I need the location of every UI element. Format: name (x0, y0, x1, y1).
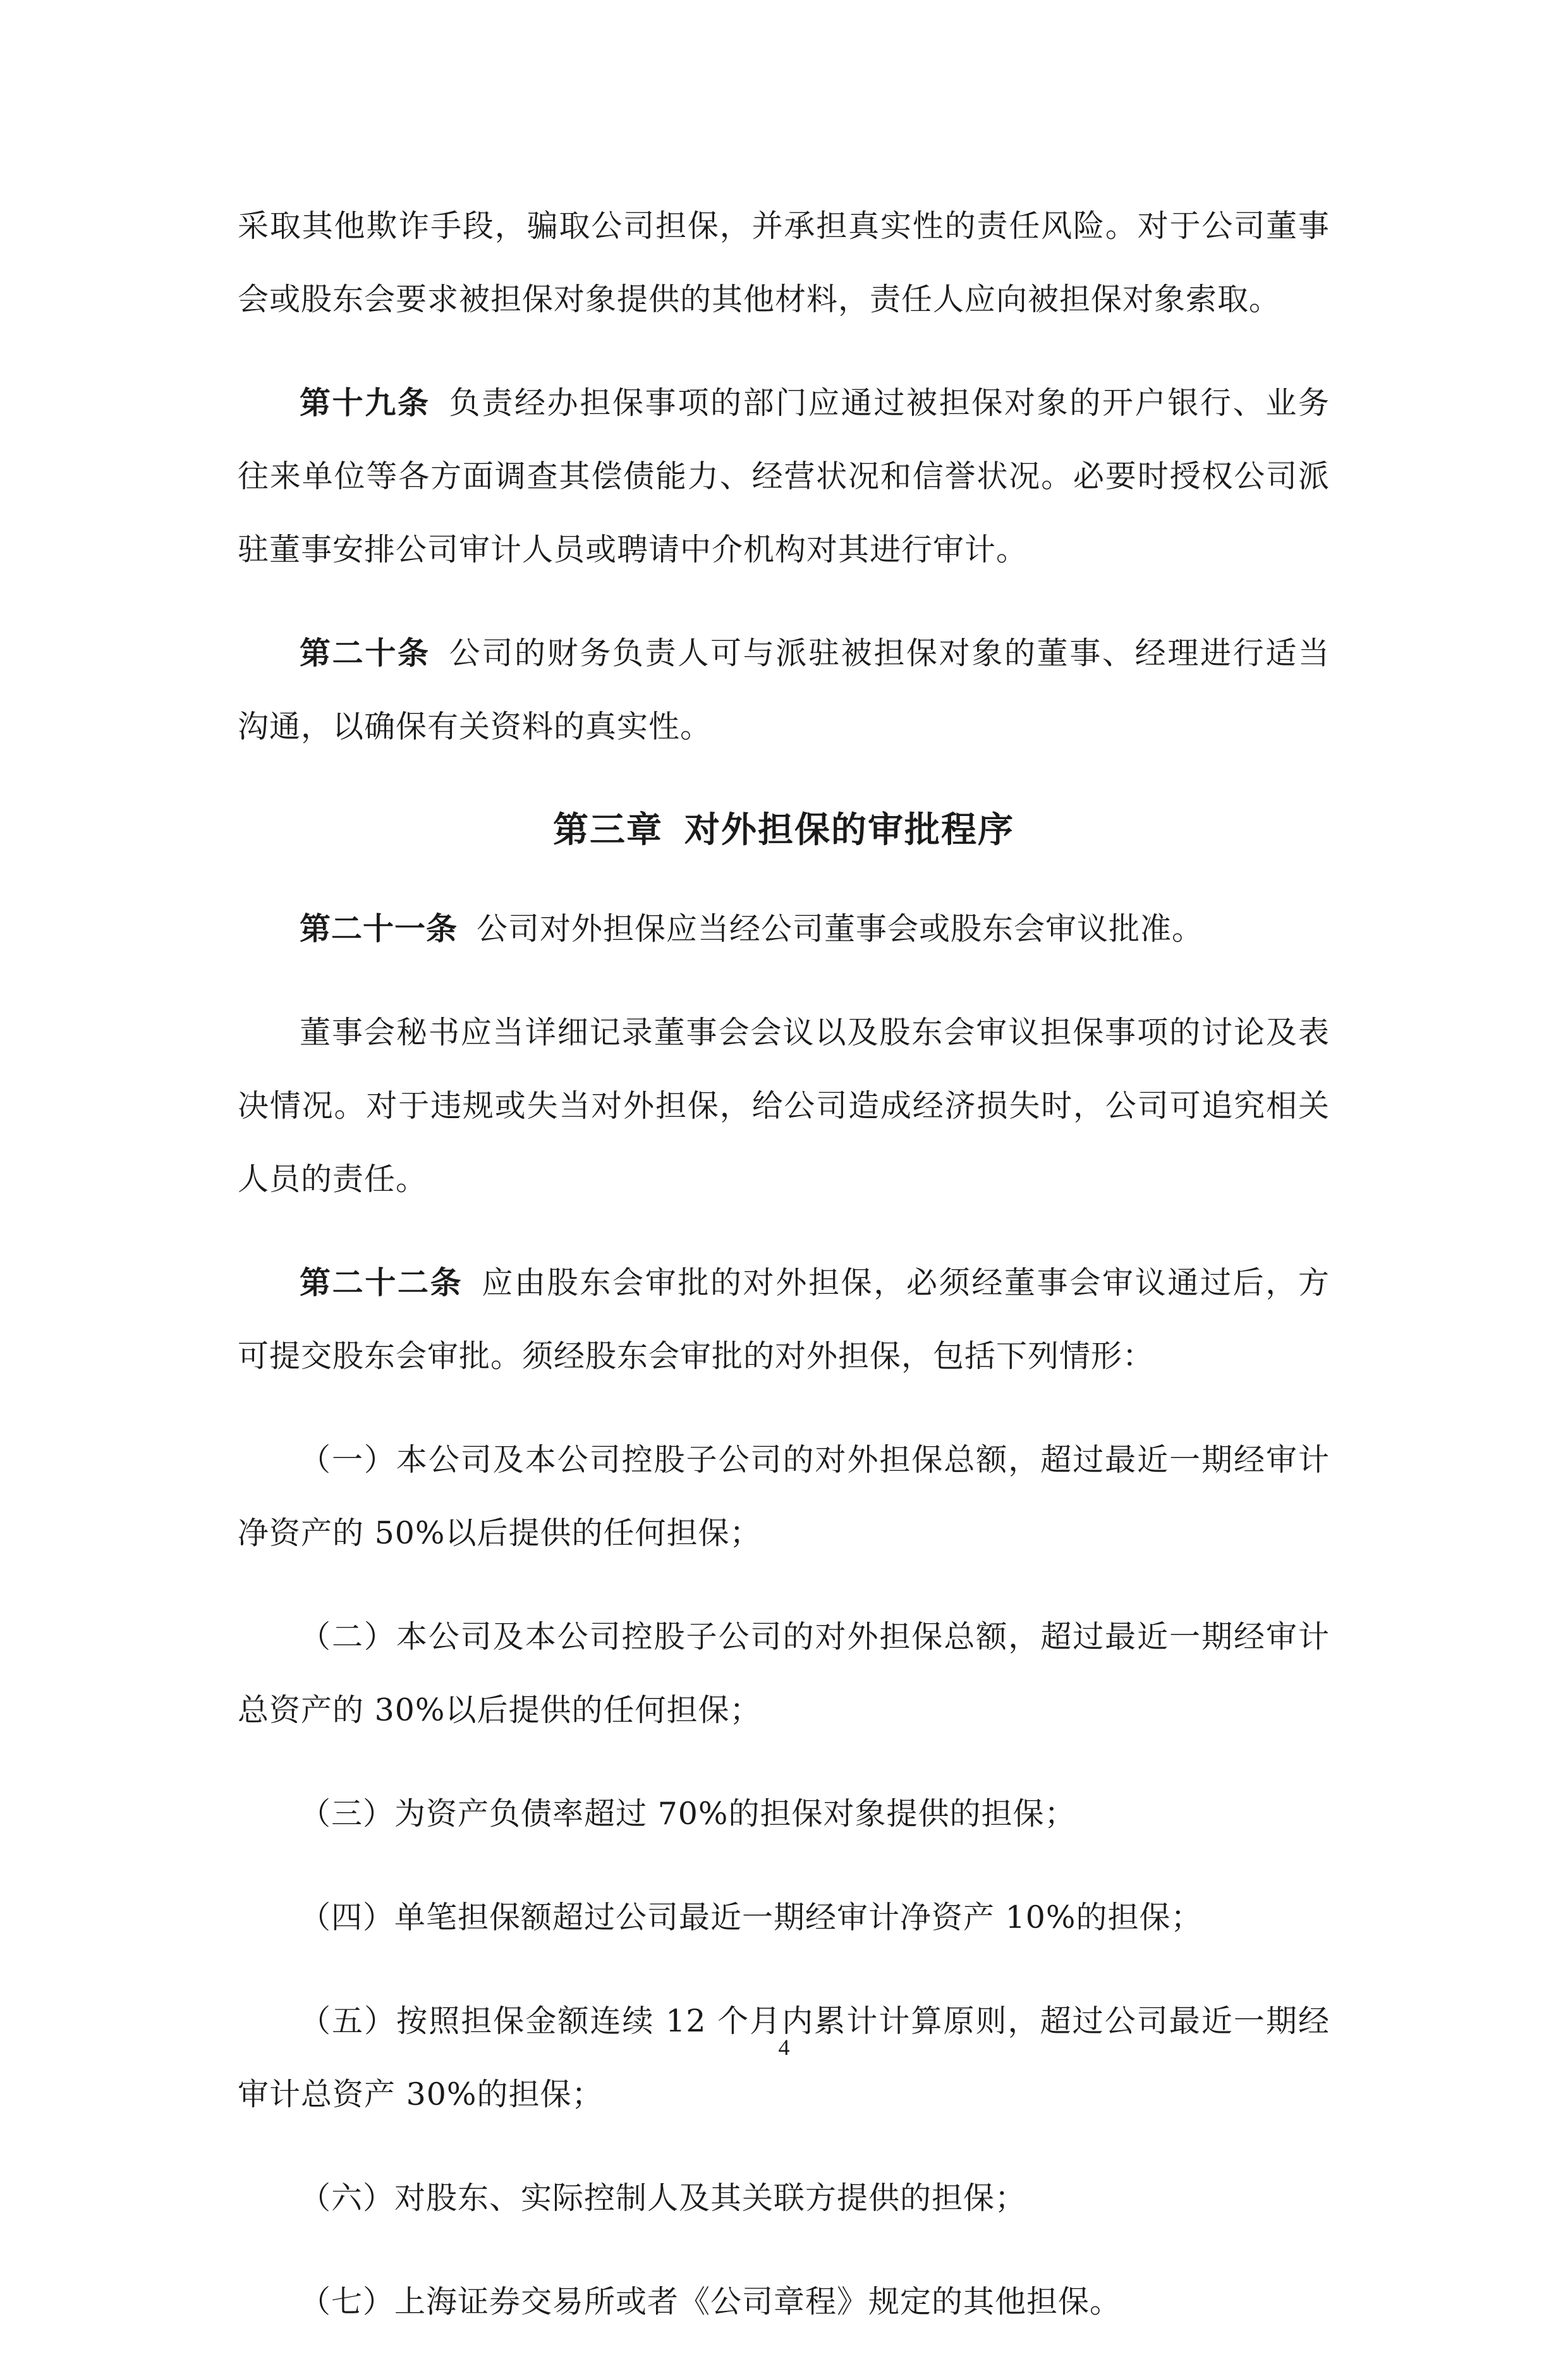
article-20-text: 公司的财务负责人可与派驻被担保对象的董事、经理进行适当沟通，以确保有关资料的真实性。 (238, 635, 1330, 745)
article-22-text: 应由股东会审批的对外担保，必须经董事会审议通过后，方可提交股东会审批。须经股东会审批的对外担保，包括下列情形： (238, 1265, 1330, 1374)
article-21-label: 第二十一条 (300, 911, 458, 947)
article-22-label: 第二十二条 (300, 1265, 463, 1301)
article-20 (238, 617, 1330, 764)
paragraph-board-secretary: 董事会秘书应当详细记录董事会会议以及股东会审议担保事项的讨论及表决情况。对于违规或失当对外担保，给公司造成经济损失时，公司可追究相关人员的责任。 (238, 1014, 1330, 1197)
article-19-text: 负责经办担保事项的部门应通过被担保对象的开户银行、业务往来单位等各方面调查其偿债能力、经营状况和信誉状况。必要时授权公司派驻董事安排公司审计人员或聘请中介机构对其进行审计。 (238, 385, 1330, 568)
article-22 (238, 1246, 1330, 1393)
chapter-heading (238, 794, 1330, 867)
article-20-label: 第二十条 (300, 635, 430, 671)
page-number: 4 (778, 2035, 790, 2060)
paragraph-continuation: 采取其他欺诈手段，骗取公司担保，并承担真实性的责任风险。对于公司董事会或股东会要求被担保对象提供的其他材料，责任人应向被担保对象索取。 (238, 208, 1330, 317)
chapter-number: 第三章 (553, 810, 663, 851)
list-item-4: （四）单笔担保额超过公司最近一期经审计净资产 10%的担保； (300, 1899, 1203, 1935)
article-19-label: 第十九条 (300, 385, 430, 421)
list-item-6: （六）对股东、实际控制人及其关联方提供的担保； (300, 2180, 1027, 2216)
chapter-title: 对外担保的审批程序 (684, 810, 1014, 851)
list-item-2: （二）本公司及本公司控股子公司的对外担保总额，超过最近一期经审计总资产的 30%以后提供的任何担保； (238, 1619, 1330, 1728)
list-item-3: （三）为资产负债率超过 70%的担保对象提供的担保； (300, 1796, 1076, 1832)
list-item-7: （七）上海证券交易所或者《公司章程》规定的其他担保。 (300, 2284, 1122, 2320)
article-19 (238, 367, 1330, 587)
article-21 (238, 892, 1330, 966)
list-item-5: （五）按照担保金额连续 12 个月内累计计算原则，超过公司最近一期经审计总资产 30%的担保； (238, 2003, 1330, 2112)
article-21-text: 公司对外担保应当经公司董事会或股东会审议批准。 (477, 911, 1204, 947)
list-item-1: （一）本公司及本公司控股子公司的对外担保总额，超过最近一期经审计净资产的 50%以后提供的任何担保； (238, 1442, 1330, 1551)
